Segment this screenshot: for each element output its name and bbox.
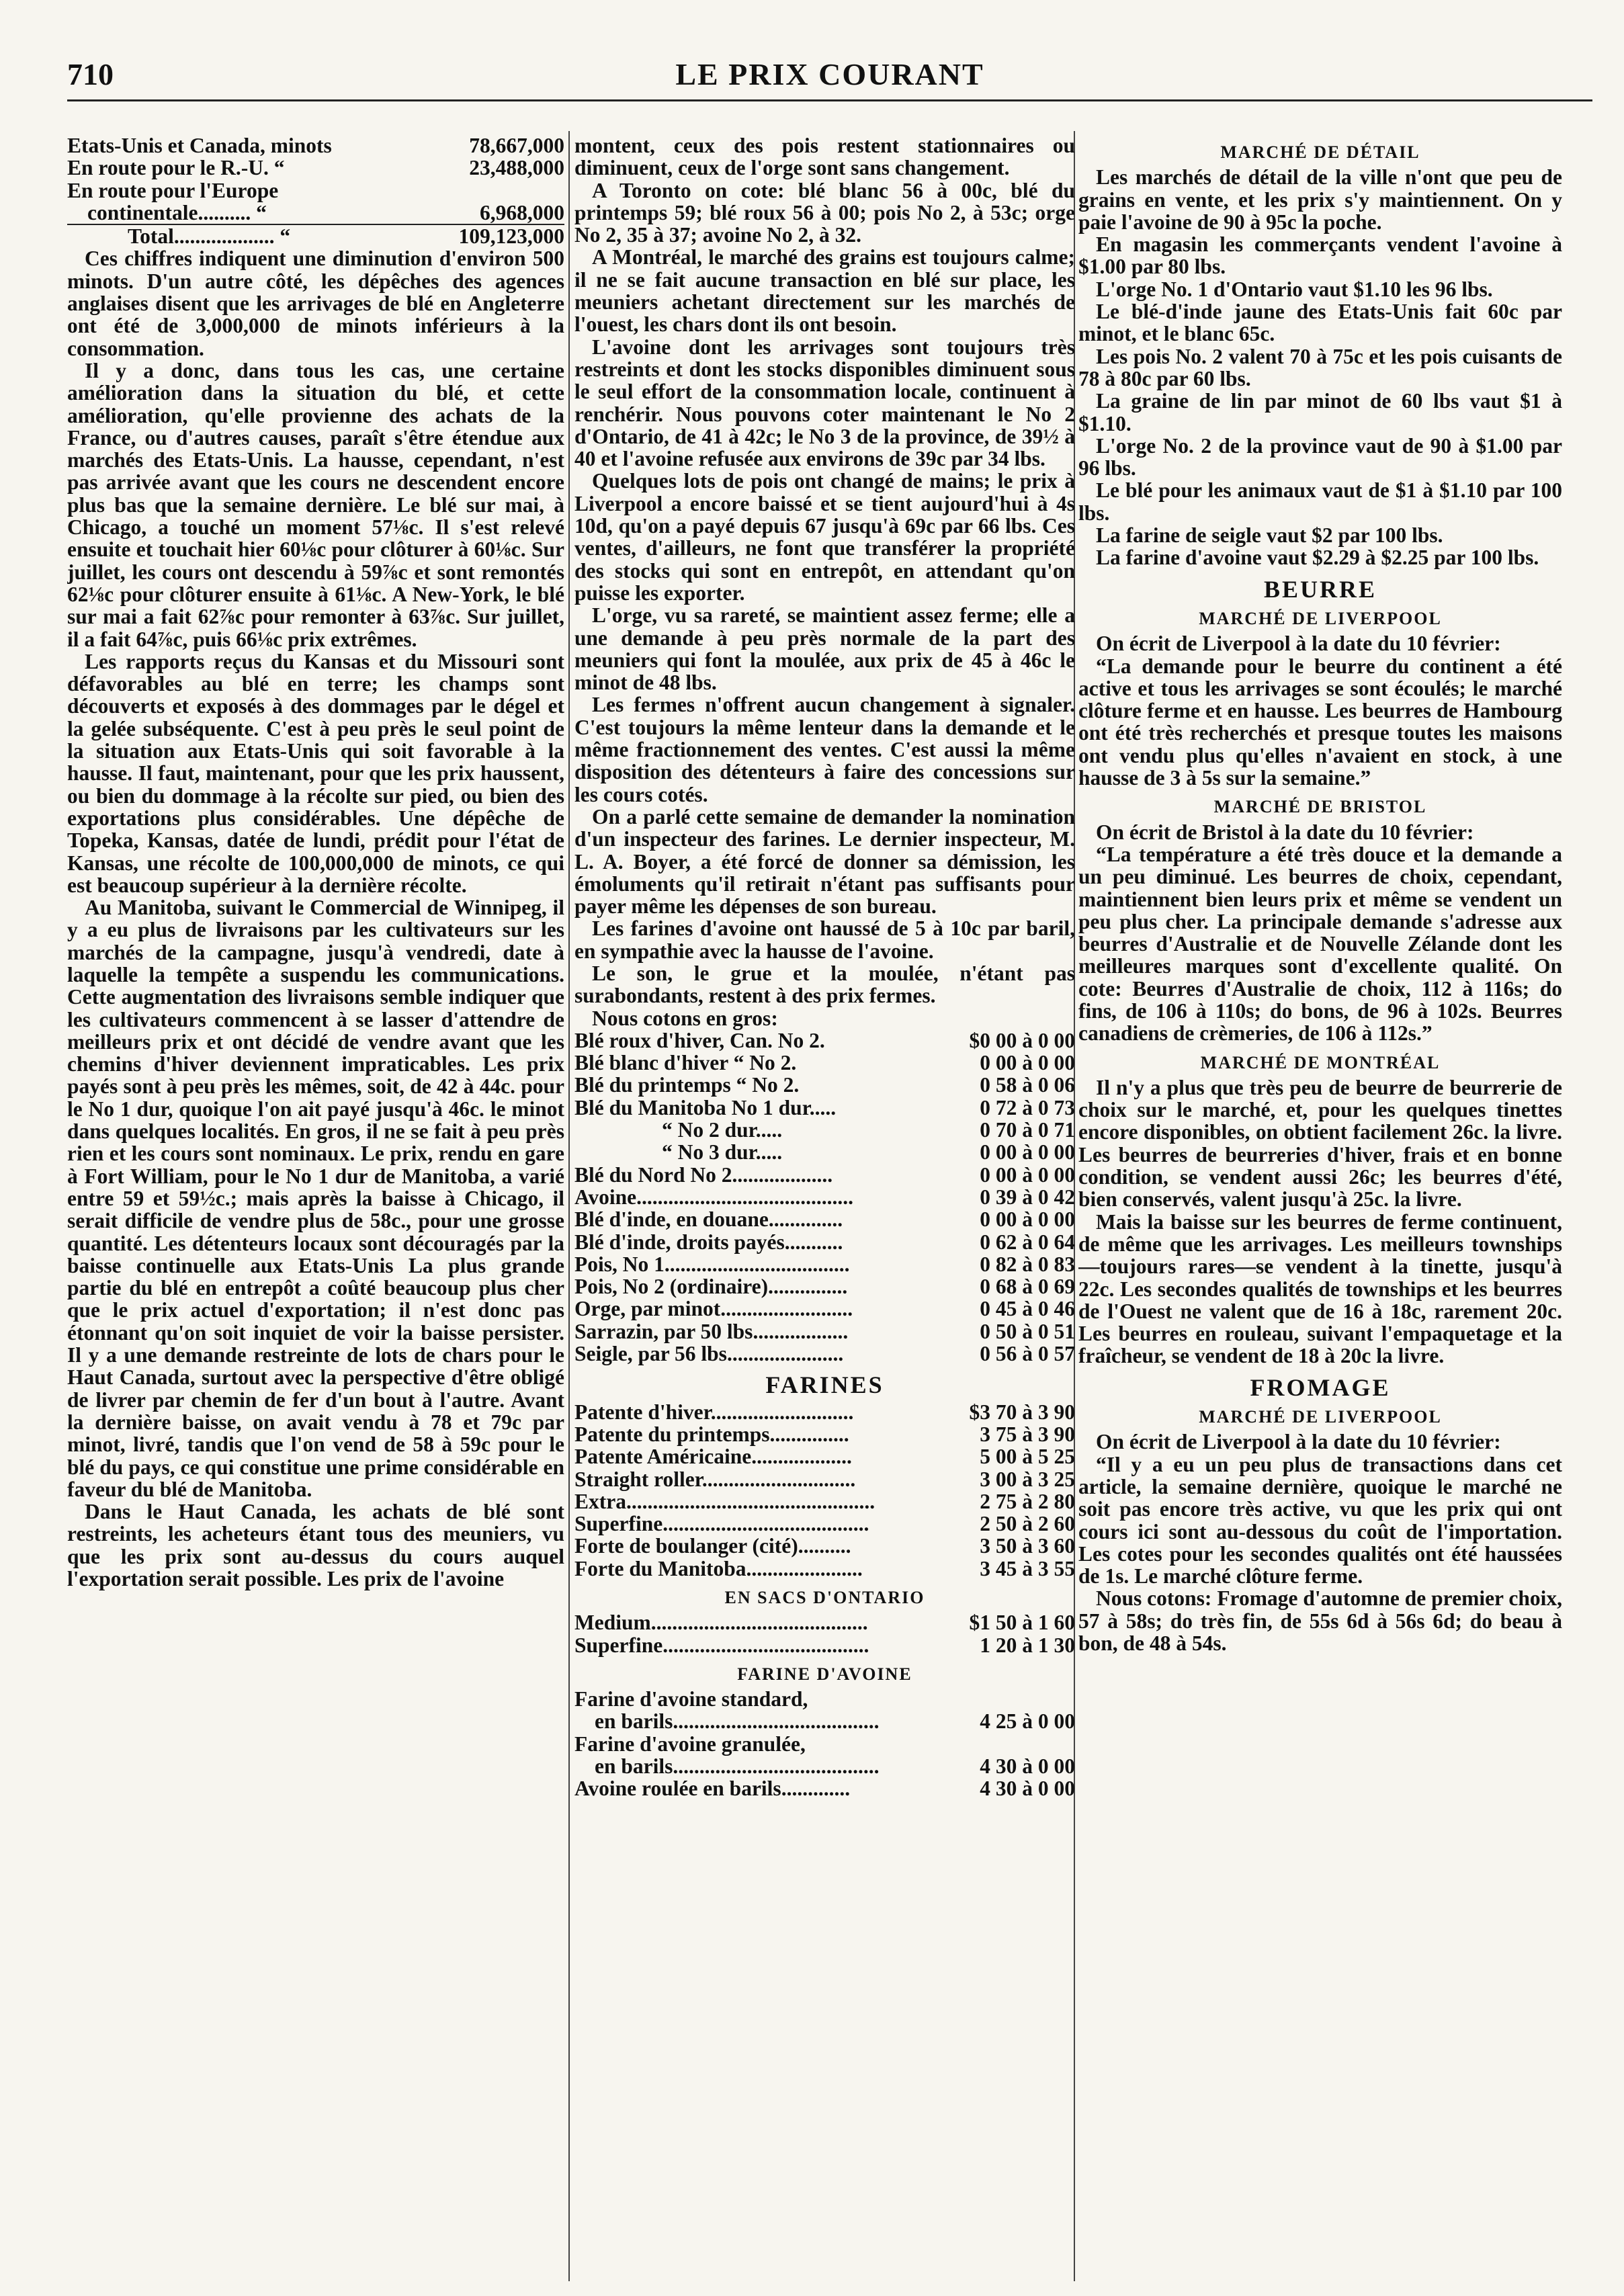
price-row: en barils....................................... 4 25 à 0 00: [595, 1709, 1075, 1734]
price-row: Superfine....................................... 2 50 à 2 60: [574, 1512, 1075, 1536]
price-row: Medium......................................... $1 50 à 1 60: [574, 1611, 1075, 1635]
paragraph: “La demande pour le beurre du continent a été active et tous les arrivages se sont écoulés; le marché clôture ferme et en hausse. Les beurres de Hambourg ont été très recherchés et presque toutes les maisons ont vendu plus qu'elles n'avaient en stock, à une hausse de 3 à 5s sur la semaine.”: [1078, 654, 1562, 790]
price-row: Blé du printemps “ No 2. 0 58 à 0 06: [574, 1073, 1075, 1097]
price-row: Avoine roulée en barils............. 4 30 à 0 00: [574, 1777, 1075, 1801]
paragraph: Au Manitoba, suivant le Commercial de Winnipeg, il y a eu plus de livraisons par les cultivateurs sur les marchés de la campagne, jusqu'à vendredi, date à laquelle la tempête a suspendu les communications. Cette augmentation des livraisons semble indiquer que les cultivateurs commencent à se lasser d'attendre de meilleurs prix et ont décidé de vendre avant que les chemins d'hiver deviennent impraticables. Les prix payés sont à peu près les mêmes, soit, de 42 à 44c. pour le No 1 dur, quoique l'on ait payé jusqu'à 46c. le minot dans quelques localités. En gros, il ne se fait à peu près rien et les cours sont nominaux. Le prix, rendu en gare à Fort William, pour le No 1 dur de Manitoba, a varié entre 59 et 59½c.; mais après la baisse à Chicago, il serait difficile de vendre plus de 58c., pour une grosse quantité. Les détenteurs locaux sont découragés par la baisse continuelle aux Etats-Unis La plus grande partie du blé en entrepôt a coûté beaucoup plus cher que le prix actuel d'exportation; il n'est donc pas étonnant qu'on soit inquiet de voir la baisse persister. Il y a une demande restreinte de lots de chars pour le Haut Canada, surtout avec la perspective d'être obligé de livrer par chemin de fer d'un bout à l'autre. Avant la dernière baisse, on avait vendu à 78 et 79c par minot, livré, tandis que l'on vend de 58 à 59c pour le blé du pays, ce qui constitue une prime considérable en faveur du blé de Manitoba.: [67, 896, 564, 1501]
paragraph: Il n'y a plus que très peu de beurre de beurrerie de choix sur le marché, et, pour les quelques tinettes encore disponibles, on obtient facilement 26c. la livre. Les beurres de beurreries d'hiver, frais et en bonne condition, se vendent aussi 26c; les beurres d'été, bien conservés, valent jusqu'à 25c. la livre.: [1078, 1075, 1562, 1211]
price-row: Blé blanc d'hiver “ No 2. 0 00 à 0 00: [574, 1051, 1075, 1075]
section-heading: MARCHÉ DE DÉTAIL: [1220, 142, 1420, 162]
page-title: LE PRIX COURANT: [675, 57, 984, 91]
paragraph: On écrit de Liverpool à la date du 10 février:: [1096, 1430, 1501, 1454]
column-1: [67, 134, 564, 2278]
supply-row: En route pour le R.-U. “ 23,488,000: [67, 156, 564, 180]
price-row: Pois, No 1................................... 0 82 à 0 83: [574, 1252, 1075, 1276]
paragraph: Les pois No. 2 valent 70 à 75c et les pois cuisants de 78 à 80c par 60 lbs.: [1078, 344, 1562, 390]
farines-price-table: [574, 1401, 1075, 1580]
section-heading: MARCHÉ DE MONTRÉAL: [1200, 1052, 1441, 1072]
paragraph: A Montréal, le marché des grains est toujours calme; il ne se fait aucune transaction en blé sur place, les meuniers achetant directement sur les marchés de l'ouest, les chars dont ils ont besoin.: [574, 245, 1075, 337]
paragraph: Le blé pour les animaux vaut de $1 à $1.10 par 100 lbs.: [1078, 478, 1562, 525]
paragraph: Dans le Haut Canada, les achats de blé sont restreints, les acheteurs étant tous des meuniers, vu que les prix sont au-dessus du cours auquel l'exportation serait possible. Les prix de l'avoine: [67, 1500, 564, 1590]
price-row: Straight roller............................. 3 00 à 3 25: [574, 1467, 1075, 1491]
page-header: [67, 52, 1592, 101]
price-row: Blé du Nord No 2................... 0 00 à 0 00: [574, 1162, 1075, 1187]
price-row: Seigle, par 56 lbs...................... 0 56 à 0 57: [574, 1342, 1075, 1366]
paragraph: La farine de seigle vaut $2 par 100 lbs.: [1096, 523, 1443, 548]
price-row: Forte de boulanger (cité).......... 3 50 à 3 60: [574, 1534, 1075, 1558]
supply-row: En route pour l'Europe: [67, 178, 279, 202]
paragraph: L'orge No. 1 d'Ontario vaut $1.10 les 96 lbs.: [1096, 277, 1493, 301]
paragraph: L'avoine dont les arrivages sont toujours très restreints et dont les stocks disponibles diminuent sous le seul effort de la consommation locale, continuent à renchérir. Nous pouvons coter maintenant le No 2 d'Ontario, de 41 à 42c; le No 3 de la province, de 39½ à 40 et l'avoine refusée aux environs de 39c par 34 lbs.: [574, 335, 1075, 471]
price-row: Pois, No 2 (ordinaire)............... 0 68 à 0 69: [574, 1275, 1075, 1299]
price-row: Farine d'avoine granulée,: [574, 1732, 806, 1756]
paragraph: “La température a été très douce et la demande a un peu diminué. Les beurres de choix, cependant, maintiennent bien leurs prix et même se vendent un peu plus cher. La principale demande s'adresse aux beurres d'Australie et de Nouvelle Zélande dont les meilleures marques sont d'excellente qualité. On cote: Beurres d'Australie de choix, 112 à 116s; do fins, de 106 à 110s; do bons, de 96 à 102s. Beurres canadiens de crèmeries, de 106 à 112s.”: [1078, 842, 1562, 1046]
paragraph: On a parlé cette semaine de demander la nomination d'un inspecteur des farines. Le dernier inspecteur, M. L. A. Boyer, a été forcé de donner sa démission, les émoluments qu'il retirait n'étant pas suffisants pour payer même les dépenses de son bureau.: [574, 804, 1075, 919]
price-row: Blé d'inde, droits payés........... 0 62 à 0 64: [574, 1230, 1075, 1254]
paragraph: Le son, le grue et la moulée, n'étant pas surabondants, restent à des prix fermes.: [574, 961, 1075, 1008]
supply-row: continentale.......... “ 6,968,000: [87, 200, 564, 224]
paragraph: Quelques lots de pois ont changé de mains; le prix à Liverpool a encore baissé et se tient aujourd'hui à 4s 10d, qu'on a payé depuis 67 jusqu'à 69c par 66 lbs. Ces ventes, d'ailleurs, ne font que transférer la propriété des stocks qui sont en entrepôt, en attendant qu'on puisse les exporter.: [574, 469, 1075, 605]
paragraph: Mais la baisse sur les beurres de ferme continuent, de même que les arrivages. Les meilleurs townships—toujours rares—se vendent à la tinette, jusqu'à 22c. Les secondes qualités de townships et les beurres de l'Ouest ne valent que de 16 à 18c, rarement 20c. Les beurres en rouleau, suivant l'empaquetage et la fraîcheur, se vendent de 18 à 20c la livre.: [1078, 1209, 1562, 1368]
paragraph: En magasin les commerçants vendent l'avoine à $1.00 par 80 lbs.: [1078, 232, 1562, 279]
column-divider: [568, 131, 570, 2281]
supply-total-row: Total................... “ 109,123,000: [67, 224, 564, 247]
paragraph: La farine d'avoine vaut $2.29 à $2.25 par 100 lbs.: [1096, 546, 1539, 570]
section-heading: MARCHÉ DE BRISTOL: [1213, 797, 1427, 817]
paragraph: La graine de lin par minot de 60 lbs vaut $1 à $1.10.: [1078, 389, 1562, 435]
section-heading: MARCHÉ DE LIVERPOOL: [1199, 608, 1442, 628]
price-row: Avoine......................................... 0 39 à 0 42: [574, 1185, 1075, 1209]
price-row: Patente d'hiver........................... $3 70 à 3 90: [574, 1400, 1075, 1424]
price-row: Extra............................................... 2 75 à 2 80: [574, 1489, 1075, 1513]
paragraph: montent, ceux des pois restent stationnaires ou diminuent, ceux de l'orge sont sans changement.: [574, 134, 1075, 180]
paragraph: Nous cotons en gros:: [592, 1006, 778, 1030]
paragraph: On écrit de Liverpool à la date du 10 février:: [1096, 632, 1501, 656]
paragraph: Ces chiffres indiquent une diminution d'environ 500 minots. D'un autre côté, les dépêches des agences anglaises disent que les arrivages de blé en Angleterre ont été de 3,000,000 de minots inférieurs à la consommation.: [67, 247, 564, 360]
paragraph: A Toronto on cote: blé blanc 56 à 00c, blé du printemps 59; blé roux 56 à 00; pois No 2, à 53c; orge No 2, 35 à 37; avoine No 2, à 32.: [574, 178, 1075, 247]
paragraph: Les marchés de détail de la ville n'ont que peu de grains en vente, et les prix s'y maintiennent. On y paie l'avoine de 90 à 95c la poche.: [1078, 165, 1562, 234]
page-number: 710: [67, 57, 114, 91]
price-row: Farine d'avoine standard,: [574, 1687, 808, 1711]
paragraph: Il y a donc, dans tous les cas, une certaine amélioration dans la situation du blé, et cette amélioration, qu'elle provienne des achats de la France, ou d'autres causes, paraît s'être étendue aux marchés des Etats-Unis. La hausse, cependant, n'est pas arrivée avant que les cours ne descendent encore plus bas que la semaine dernière. Le blé sur mai, à Chicago, a touché un moment 57⅛c. Il s'est relevé ensuite et touchait hier 60⅛c pour clôturer à 60⅛c. Sur juillet, les cours ont descendu à 59⅞c et sont remontés 62⅛c pour clôturer ensuite à 61⅛c. A New-York, le blé sur mai a fait 62⅞c pour remonter à 63⅞c. Sur juillet, il a fait 64⅞c, puis 66⅛c prix extrêmes.: [67, 358, 564, 651]
sacs-price-table: [574, 1611, 1075, 1656]
column-3: [1078, 134, 1562, 2278]
sacs-heading: EN SACS D'ONTARIO: [724, 1588, 925, 1607]
price-row: Blé du Manitoba No 1 dur..... 0 72 à 0 73: [574, 1095, 1075, 1119]
price-row: Superfine....................................... 1 20 à 1 30: [574, 1633, 1075, 1657]
price-row: Orge, par minot......................... 0 45 à 0 46: [574, 1297, 1075, 1321]
price-row: Blé roux d'hiver, Can. No 2. $0 00 à 0 00: [574, 1028, 1075, 1052]
paragraph: Le blé-d'inde jaune des Etats-Unis fait 60c par minot, et le blanc 65c.: [1078, 300, 1562, 346]
price-row: Patente Américaine................... 5 00 à 5 25: [574, 1445, 1075, 1469]
price-row: “ No 3 dur..... 0 00 à 0 00: [662, 1140, 1075, 1164]
price-row: en barils....................................... 4 30 à 0 00: [595, 1754, 1075, 1779]
paragraph: Les rapports reçus du Kansas et du Missouri sont défavorables au blé en terre; les champs sont découverts et exposés à des dommages par le dégel et la gelée subséquente. C'est à peu près le seul point de la situation aux Etats-Unis qui soit favorable à la hausse. Il faut, maintenant, pour que les prix haussent, ou bien du dommage à la récolte sur pied, ou bien des exportations plus considérables. Une dépêche de Topeka, Kansas, datée de lundi, prédit pour l'état de Kansas, une récolte de 100,000,000 de minots, ce qui est beaucoup supérieur à la dernière récolte.: [67, 649, 564, 897]
farine-avoine-heading: FARINE D'AVOINE: [737, 1664, 912, 1684]
paragraph: L'orge No. 2 de la province vaut de 90 à $1.00 par 96 lbs.: [1078, 433, 1562, 480]
paragraph: Nous cotons: Fromage d'automne de premier choix, 57 à 58s; do très fin, de 55s 6d à 56s 6d; do beau à bon, de 48 à 54s.: [1078, 1586, 1562, 1655]
price-row: Patente du printemps............... 3 75 à 3 90: [574, 1422, 1075, 1446]
price-row: Blé d'inde, en douane.............. 0 00 à 0 00: [574, 1207, 1075, 1232]
paragraph: L'orge, vu sa rareté, se maintient assez ferme; elle a une demande à peu près normale de la part des meuniers qui font la moulée, aux prix de 45 à 46c le minot de 48 lbs.: [574, 603, 1075, 695]
supply-table: [67, 134, 564, 247]
avoine-price-table: [574, 1688, 1075, 1799]
section-title: BEURRE: [1263, 575, 1377, 603]
price-row: Sarrazin, par 50 lbs.................. 0 50 à 0 51: [574, 1319, 1075, 1343]
column-2: [574, 134, 1075, 2278]
farines-heading: FARINES: [765, 1371, 884, 1399]
paragraph: “Il y a eu un peu plus de transactions dans cet article, la semaine dernière, quoique le marché ne soit pas encore très active, vu que les prix qui ont cours ici sont au-dessous du coût de l'importation. Les cotes pour les secondes qualités ont été haussées de 1s. Le marché clôture ferme.: [1078, 1452, 1562, 1588]
paragraph: Les fermes n'offrent aucun changement à signaler. C'est toujours la même lenteur dans la demande et le même fractionnement des ventes. C'est aussi la même disposition des détenteurs à faire des concessions sur les cours cotés.: [574, 693, 1075, 806]
section-heading: MARCHÉ DE LIVERPOOL: [1199, 1407, 1442, 1427]
price-row: “ No 2 dur..... 0 70 à 0 71: [662, 1118, 1075, 1142]
paragraph: Les farines d'avoine ont haussé de 5 à 10c par baril, en sympathie avec la hausse de l'avoine.: [574, 917, 1075, 963]
grain-price-table: [574, 1029, 1075, 1365]
price-row: Forte du Manitoba...................... 3 45 à 3 55: [574, 1556, 1075, 1580]
section-title: FROMAGE: [1250, 1373, 1391, 1401]
paragraph: On écrit de Bristol à la date du 10 février:: [1096, 820, 1474, 844]
supply-row: Etats-Unis et Canada, minots 78,667,000: [67, 134, 564, 157]
